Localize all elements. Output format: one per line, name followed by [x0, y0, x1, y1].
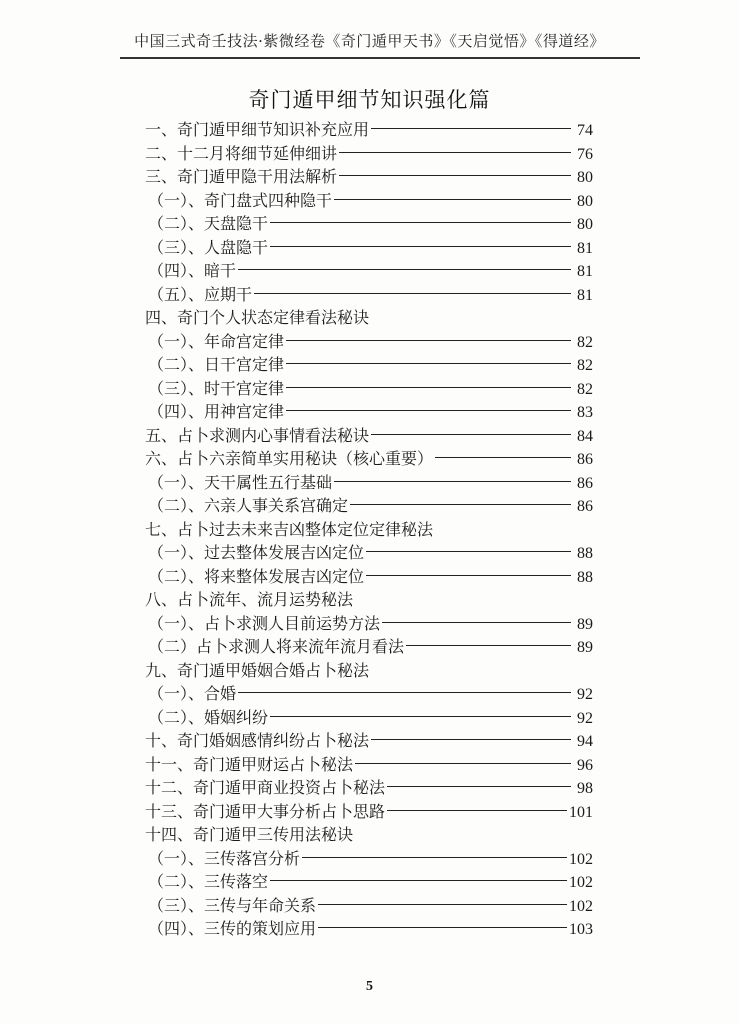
toc-leader-line: [387, 786, 571, 787]
toc-leader-line: [387, 810, 567, 811]
toc-entry-label: （一）、年命宫定律: [148, 331, 285, 351]
toc-entry-label: 八、占卜流年、流月运势秘法: [145, 590, 354, 609]
toc-entry-page: 82: [577, 357, 593, 374]
toc-entry: [145, 682, 593, 706]
toc-leader-line: [238, 269, 571, 270]
toc-entry-label: （五）、应期干: [148, 284, 253, 304]
toc-leader-line: [302, 857, 567, 858]
toc-entry-label: 十三、奇门遁甲大事分析占卜思路: [145, 801, 386, 821]
toc-leader-line: [270, 246, 571, 247]
toc-entry-page: 102: [569, 874, 593, 891]
toc-leader-line: [270, 222, 571, 223]
toc-leader-line: [339, 152, 571, 153]
toc-entry-label: （二）、天盘隐干: [148, 214, 269, 233]
toc-leader-line: [366, 551, 571, 552]
toc-entry-label: 二、十二月将细节延伸细讲: [145, 143, 338, 163]
toc-entry-label: （一）、奇门盘式四种隐干: [148, 190, 333, 210]
toc-entry: [145, 659, 593, 683]
toc-entry-page: 98: [577, 780, 593, 797]
toc-entry-page: 80: [577, 216, 593, 233]
toc-leader-line: [371, 434, 571, 435]
toc-entry: [145, 377, 593, 401]
toc-leader-line: [334, 481, 571, 482]
toc-entry-page: 84: [577, 427, 593, 445]
toc-entry: [145, 800, 593, 824]
toc-entry-label: 六、占卜六亲简单实用秘诀（核心重要）: [145, 449, 434, 468]
page-number: 5: [366, 979, 373, 994]
toc-entry-label: 十四、奇门遁甲三传用法秘诀: [145, 825, 354, 844]
toc-entry-label: 十二、奇门遁甲商业投资占卜秘法: [145, 778, 386, 797]
toc-entry: [145, 565, 593, 589]
toc-entry-page: 86: [577, 498, 593, 515]
toc-entry-label: 七、占卜过去未来吉凶整体定位定律秘法: [145, 519, 434, 539]
toc-leader-line: [339, 175, 571, 176]
toc-entry-label: （一）、天干属性五行基础: [148, 472, 333, 492]
table-of-contents: [145, 118, 593, 941]
toc-entry-label: （二）、日干宫定律: [148, 355, 285, 374]
toc-entry: [145, 424, 593, 448]
toc-leader-line: [286, 410, 571, 411]
toc-entry: [145, 612, 593, 636]
toc-entry: [145, 447, 593, 471]
toc-leader-line: [371, 739, 571, 740]
toc-entry: [145, 917, 593, 941]
toc-entry-page: 81: [577, 286, 593, 304]
toc-leader-line: [334, 199, 571, 200]
toc-leader-line: [270, 716, 571, 717]
toc-leader-line: [406, 645, 571, 646]
toc-entry-label: （三）、人盘隐干: [148, 237, 269, 257]
toc-leader-line: [355, 763, 571, 764]
toc-entry-page: 74: [577, 122, 593, 139]
toc-entry-page: 92: [577, 686, 593, 703]
toc-entry: [145, 753, 593, 777]
toc-entry-label: （二）、将来整体发展吉凶定位: [148, 566, 365, 586]
toc-entry-label: （四）、用神宫定律: [148, 402, 285, 421]
toc-entry: [145, 870, 593, 894]
toc-entry-page: 80: [577, 169, 593, 186]
toc-entry-label: （二）占卜求测人将来流年流月看法: [148, 637, 405, 656]
toc-entry-page: 88: [577, 568, 593, 586]
toc-entry-label: 三、奇门遁甲隐干用法解析: [145, 167, 338, 186]
toc-entry-label: （一）、三传落宫分析: [148, 848, 301, 868]
toc-entry: [145, 518, 593, 542]
toc-entry-label: （一）、过去整体发展吉凶定位: [148, 543, 365, 562]
header-rule: [120, 57, 640, 59]
toc-entry-label: （二）、三传落空: [148, 872, 269, 891]
toc-entry-page: 82: [577, 333, 593, 351]
toc-entry: [145, 541, 593, 565]
toc-entry-page: 92: [577, 709, 593, 727]
toc-entry-label: 十、奇门婚姻感情纠纷占卜秘法: [145, 731, 370, 750]
toc-entry: [145, 494, 593, 518]
toc-entry-label: 十一、奇门遁甲财运占卜秘法: [145, 754, 354, 774]
toc-entry: [145, 471, 593, 495]
toc-leader-line: [286, 340, 571, 341]
toc-entry: [145, 706, 593, 730]
toc-entry-page: 86: [577, 451, 593, 468]
toc-entry: [145, 283, 593, 307]
toc-entry-label: （二）、婚姻纠纷: [148, 707, 269, 727]
toc-entry-label: （三）、时干宫定律: [148, 378, 285, 398]
toc-entry-label: 一、奇门遁甲细节知识补充应用: [145, 120, 370, 139]
toc-entry-label: 四、奇门个人状态定律看法秘诀: [145, 308, 370, 327]
toc-entry-label: （二）、六亲人事关系宫确定: [148, 496, 349, 515]
toc-entry-page: 80: [577, 192, 593, 210]
toc-leader-line: [270, 880, 567, 881]
toc-entry-page: 89: [577, 615, 593, 633]
toc-entry-page: 81: [577, 239, 593, 257]
toc-leader-line: [318, 904, 567, 905]
toc-entry-page: 102: [569, 897, 593, 915]
toc-entry: [145, 165, 593, 189]
toc-entry-page: 94: [577, 733, 593, 750]
toc-entry: [145, 776, 593, 800]
toc-entry: [145, 729, 593, 753]
toc-entry: [145, 259, 593, 283]
toc-entry: [145, 823, 593, 847]
toc-entry: [145, 847, 593, 871]
toc-entry-page: 86: [577, 474, 593, 492]
toc-entry: [145, 118, 593, 142]
toc-entry-page: 88: [577, 545, 593, 562]
toc-entry-label: 五、占卜求测内心事情看法秘诀: [145, 425, 370, 445]
toc-entry-label: （四）、暗干: [148, 261, 237, 280]
toc-entry-label: （一）、占卜求测人目前运势方法: [148, 613, 381, 633]
toc-entry: [145, 588, 593, 612]
toc-entry-page: 81: [577, 263, 593, 280]
toc-leader-line: [286, 363, 571, 364]
toc-entry: [145, 400, 593, 424]
toc-entry-page: 102: [569, 850, 593, 868]
running-header: 中国三式奇壬技法·紫微经卷《奇门遁甲天书》《天启觉悟》《得道经》: [134, 32, 605, 50]
toc-leader-line: [366, 575, 571, 576]
toc-entry: [145, 189, 593, 213]
toc-entry: [145, 212, 593, 236]
toc-entry-page: 89: [577, 639, 593, 656]
toc-entry: [145, 306, 593, 330]
toc-entry: [145, 635, 593, 659]
toc-entry-page: 76: [577, 145, 593, 163]
page-title: 奇门遁甲细节知识强化篇: [248, 88, 491, 112]
toc-entry: [145, 330, 593, 354]
toc-entry-page: 83: [577, 404, 593, 421]
toc-leader-line: [371, 128, 571, 129]
toc-entry-page: 82: [577, 380, 593, 398]
toc-entry-page: 101: [569, 803, 593, 821]
toc-leader-line: [254, 293, 571, 294]
toc-leader-line: [350, 504, 571, 505]
toc-leader-line: [238, 692, 571, 693]
toc-entry-label: （三）、三传与年命关系: [148, 895, 317, 915]
toc-leader-line: [318, 927, 567, 928]
toc-entry: [145, 353, 593, 377]
toc-entry: [145, 894, 593, 918]
toc-entry: [145, 142, 593, 166]
toc-leader-line: [382, 622, 571, 623]
toc-entry: [145, 236, 593, 260]
toc-entry-label: （四）、三传的策划应用: [148, 919, 317, 938]
toc-entry-page: 96: [577, 756, 593, 774]
toc-entry-label: 九、奇门遁甲婚姻合婚占卜秘法: [145, 660, 370, 680]
toc-entry-page: 103: [569, 921, 593, 938]
toc-entry-label: （一）、合婚: [148, 684, 237, 703]
toc-leader-line: [286, 387, 571, 388]
toc-leader-line: [435, 457, 571, 458]
